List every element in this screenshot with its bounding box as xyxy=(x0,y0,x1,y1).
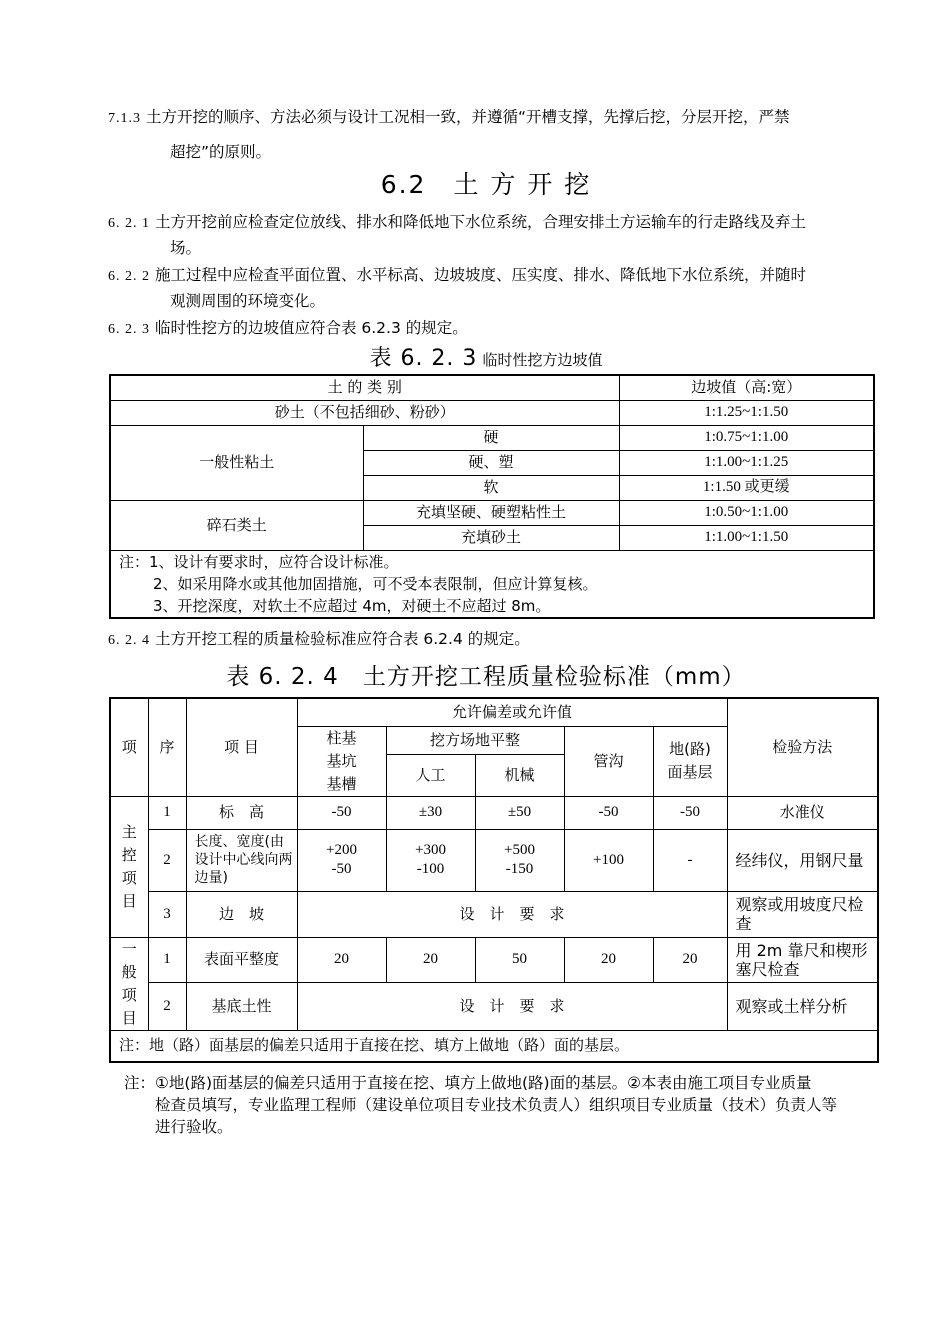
table2-caption: 表 6. 2. 4 土方开挖工程质量检验标准（mm） xyxy=(226,664,746,690)
header-site-leveling: 挖方场地平整 xyxy=(386,726,564,755)
row-method: 经纬仪，用钢尺量 xyxy=(727,829,878,891)
row-name: 标 高 xyxy=(186,796,297,829)
value-cell: - xyxy=(653,829,727,891)
clause-text-line1: 土方开挖的顺序、方法必须与设计工况相一致，并遵循“开槽支撑，先撑后挖，分层开挖，严禁 xyxy=(145,108,790,126)
table1-caption-text: 临时性挖方边坡值 xyxy=(482,353,603,369)
slope-value: 1:1.25~1:1.50 xyxy=(619,400,874,425)
header-slope: 边坡值（高:宽） xyxy=(619,375,874,400)
header-item: 项 xyxy=(110,698,148,796)
group-char: 目 xyxy=(121,891,137,910)
slope-value: 1:1.50 或更缓 xyxy=(619,475,874,500)
value-cell: +300 -100 xyxy=(386,829,475,891)
section-title: 6.2 土 方 开 挖 xyxy=(380,170,592,199)
soil-subtype: 充填砂土 xyxy=(363,525,619,550)
row-method: 观察或土样分析 xyxy=(727,982,878,1030)
value-cell: 20 xyxy=(653,937,727,982)
clause-text-line1: 土方开挖前应检查定位放线、排水和降低地下水位系统，合理安排土方运输车的行走路线及弃土 xyxy=(154,213,806,231)
note-line: 3、开挖深度，对软土不应超过 4m，对硬土不应超过 8m。 xyxy=(153,596,551,615)
value-cell: ±50 xyxy=(475,796,564,829)
soil-gravel-group: 碎石类土 xyxy=(110,500,363,550)
table1-caption xyxy=(0,341,950,372)
group-char: 一 xyxy=(121,939,137,958)
header-seq: 序 xyxy=(148,698,186,796)
group-char: 项 xyxy=(121,868,137,887)
clause-number: 6. 2. 1 xyxy=(108,216,150,231)
clause-6-2-2 xyxy=(108,262,878,290)
design-requirement: 设 计 要 求 xyxy=(297,891,727,937)
table1-notes xyxy=(110,550,874,618)
clause-7-1-3 xyxy=(108,104,878,132)
clause-number: 6. 2. 4 xyxy=(108,633,150,648)
group-char: 主 xyxy=(121,822,137,841)
clause-number: 7.1.3 xyxy=(108,111,141,126)
soil-subtype: 硬、塑 xyxy=(363,450,619,475)
header-line: 基坑 xyxy=(326,751,357,770)
soil-subtype: 硬 xyxy=(363,425,619,450)
table1-caption-number: 表 6. 2. 3 xyxy=(369,346,478,371)
clause-6-2-4 xyxy=(108,626,530,654)
quality-table xyxy=(109,697,879,1063)
header-manual: 人工 xyxy=(386,755,475,796)
header-line: 基槽 xyxy=(326,774,357,793)
slope-value: 1:1.00~1:1.25 xyxy=(619,450,874,475)
row-name: 长度、宽度(由设计中心线向两边量) xyxy=(186,829,297,891)
group-main-control xyxy=(110,796,148,937)
group-char: 控 xyxy=(121,845,137,864)
clause-text: 土方开挖工程的质量检验标准应符合表 6.2.4 的规定。 xyxy=(154,630,530,648)
value-cell: -50 xyxy=(564,796,653,829)
clause-6-2-3 xyxy=(108,315,468,343)
soil-subtype: 软 xyxy=(363,475,619,500)
header-line: 柱基 xyxy=(326,728,357,747)
footer-note-line: 进行验收。 xyxy=(155,1118,233,1136)
row-method: 水准仪 xyxy=(727,796,878,829)
header-pile-pit xyxy=(297,726,386,796)
clause-text-line2: 场。 xyxy=(170,239,202,257)
clause-text-line1: 施工过程中应检查平面位置、水平标高、边坡坡度、压实度、排水、降低地下水位系统，并随时 xyxy=(154,266,806,284)
value-cell: -50 xyxy=(653,796,727,829)
group-char: 目 xyxy=(121,1008,137,1027)
header-project: 项 目 xyxy=(186,698,297,796)
value-cell: +100 xyxy=(564,829,653,891)
note-line: 注：1、设计有要求时，应符合设计标准。 xyxy=(119,552,399,571)
row-name: 表面平整度 xyxy=(186,937,297,982)
clause-text: 临时性挖方的边坡值应符合表 6.2.3 的规定。 xyxy=(154,319,468,337)
value-cell: 20 xyxy=(297,937,386,982)
footer-note-line: 检查员填写，专业监理工程师（建设单位项目专业技术负责人）组织项目专业质量（技术）负责人等 xyxy=(155,1096,838,1114)
group-general xyxy=(110,937,148,1030)
value-cell: +200 -50 xyxy=(297,829,386,891)
header-line: 面基层 xyxy=(667,763,713,781)
soil-sand: 砂土（不包括细砂、粉砂） xyxy=(110,400,619,425)
value-cell: ±30 xyxy=(386,796,475,829)
slope-value: 1:1.00~1:1.50 xyxy=(619,525,874,550)
value-cell: +500 -150 xyxy=(475,829,564,891)
soil-clay-group: 一般性粘土 xyxy=(110,425,363,500)
value-cell: 50 xyxy=(475,937,564,982)
clause-text-line2: 超挖”的原则。 xyxy=(170,143,272,161)
group-char: 般 xyxy=(121,962,137,981)
value-cell: 20 xyxy=(386,937,475,982)
row-name: 基底土性 xyxy=(186,982,297,1030)
row-seq: 2 xyxy=(148,829,186,891)
clause-number: 6. 2. 3 xyxy=(108,322,150,337)
row-seq: 1 xyxy=(148,796,186,829)
slope-value: 1:0.50~1:1.00 xyxy=(619,500,874,525)
row-seq: 2 xyxy=(148,982,186,1030)
header-line: 地(路) xyxy=(669,740,711,758)
soil-subtype: 充填坚硬、硬塑粘性土 xyxy=(363,500,619,525)
header-road-base xyxy=(653,726,727,796)
note-line: 2、如采用降水或其他加固措施，可不受本表限制，但应计算复核。 xyxy=(153,574,598,593)
row-name: 边 坡 xyxy=(186,891,297,937)
value-cell: -50 xyxy=(297,796,386,829)
header-soil-type: 土 的 类 别 xyxy=(110,375,619,400)
header-method: 检验方法 xyxy=(727,698,878,796)
clause-6-2-1 xyxy=(108,209,878,237)
value-cell: 20 xyxy=(564,937,653,982)
footer-note-line: 注：①地(路)面基层的偏差只适用于直接在挖、填方上做地(路)面的基层。②本表由施工项目专业质量 xyxy=(124,1074,812,1092)
clause-text-line2: 观测周围的环境变化。 xyxy=(170,292,326,310)
row-seq: 3 xyxy=(148,891,186,937)
row-seq: 1 xyxy=(148,937,186,982)
slope-table xyxy=(109,374,875,619)
footer-note xyxy=(124,1072,884,1138)
header-allowance: 允许偏差或允许值 xyxy=(297,698,727,726)
table2-note: 注：地（路）面基层的偏差只适用于直接在挖、填方上做地（路）面的基层。 xyxy=(110,1030,878,1062)
header-machine: 机械 xyxy=(475,755,564,796)
header-pipe-trench: 管沟 xyxy=(564,726,653,796)
slope-value: 1:0.75~1:1.00 xyxy=(619,425,874,450)
group-char: 项 xyxy=(121,985,137,1004)
clause-number: 6. 2. 2 xyxy=(108,269,150,284)
row-method: 用 2m 靠尺和楔形塞尺检查 xyxy=(727,937,878,982)
row-method: 观察或用坡度尺检查 xyxy=(727,891,878,937)
design-requirement: 设 计 要 求 xyxy=(297,982,727,1030)
